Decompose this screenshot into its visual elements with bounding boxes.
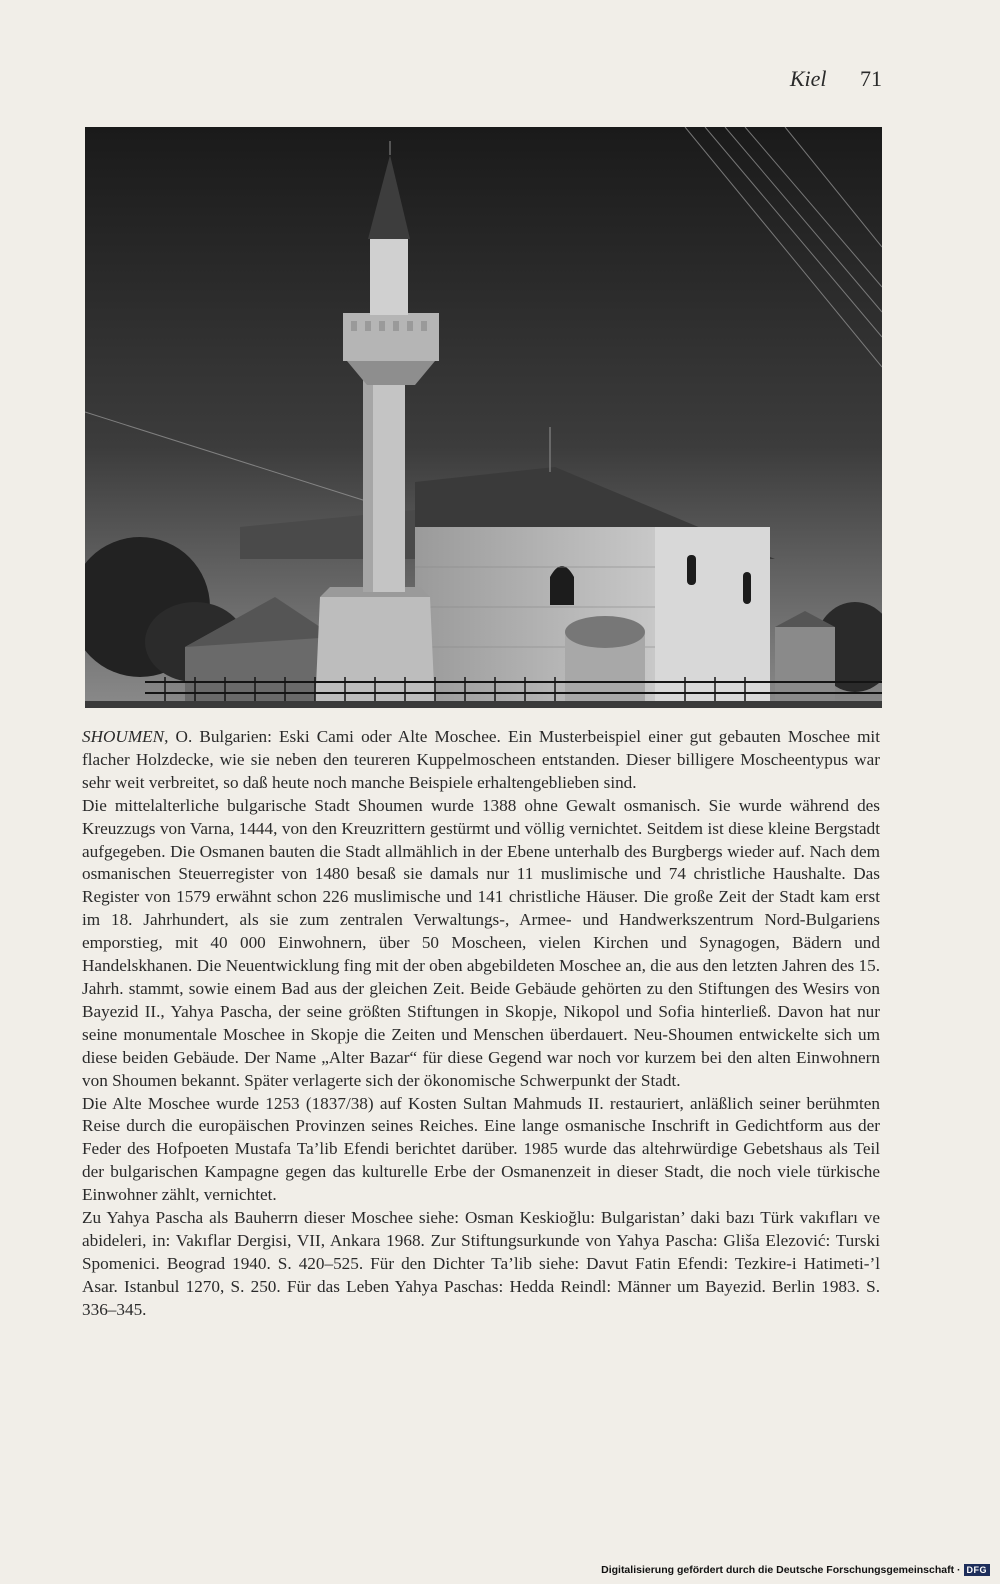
page-number: 71	[860, 66, 882, 91]
caption-paragraph: Die mittelalterliche bulgarische Stadt Shoumen wurde 1388 ohne Gewalt osmanisch. Sie wurde während des Kreuzzugs von Varna, 1444, von den Kreuzrittern gestürmt und völlig vernichtet. Seitdem ist diese kleine Bergstadt aufgegeben. Die Osmanen bauten die Stadt allmählich in der Ebene unterhalb des Burgbergs wieder auf. Nach dem osmanischen Steuerregister von 1480 besaß sie damals nur 11 muslimische und 74 christliche Haushalte. Das Register von 1579 erwähnt schon 226 muslimische und 141 christliche Häuser. Die große Zeit der Stadt kam erst im 18. Jahrhundert, als sie zum zentralen Verwaltungs-, Armee- und Handwerkszentrum Nord-Bulgariens emporstieg, mit 40 000 Einwohnern, über 50 Moscheen, vielen Kirchen und Synagogen, Bädern und Handelskhanen. Die Neuentwicklung fing mit der oben abgebildeten Moschee an, die aus den letzten Jahren des 15. Jahrh. stammt, sowie einem Bad aus der gleichen Zeit. Beide Gebäude gehörten zu den Stiftungen des Wesirs von Bayezid II., Yahya Pascha, der seine größten Stiftungen in Skopje, Nikopol und Sofia hinterließ. Davon hat nur seine monumentale Moschee in Skopje die Zeiten und Menschen überdauert. Neu-Shoumen entwickelte sich um diese beiden Gebäude. Der Name „Alter Bazar“ für diese Gegend war noch vor kurzem bei den alten Einwohnern von Shoumen bekannt. Später verlagerte sich der ökonomische Schwerpunkt der Stadt.	[82, 795, 880, 1090]
digitization-footer	[601, 1564, 990, 1576]
running-head	[790, 66, 882, 92]
dfg-logo: DFG	[964, 1564, 991, 1576]
caption-place: SHOUMEN	[82, 727, 165, 746]
caption-intro-text: , O. Bulgarien: Eski Cami oder Alte Moschee. Ein Musterbeispiel einer gut gebauten Moschee mit flacher Holzdecke, wie sie neben den teureren Kuppelmoscheen entstanden. Dieser billigere Moscheentypus war sehr weit verbreitet, so daß heute noch manche Beispiele erhaltengeblieben sind.	[82, 727, 880, 792]
mosque-photograph	[85, 127, 882, 708]
caption-text	[82, 726, 880, 1322]
running-head-author: Kiel	[789, 66, 827, 91]
caption-intro	[82, 726, 880, 795]
caption-paragraph: Die Alte Moschee wurde 1253 (1837/38) auf Kosten Sultan Mahmuds II. restauriert, anläßlich seiner berühmten Reise durch die europäischen Provinzen seines Reiches. Eine lange osmanische Inschrift in Gedichtform aus der Feder des Hofpoeten Mustafa Ta’lib Efendi berichtet darüber. 1985 wurde das altehrwürdige Gebetshaus als Teil der bulgarischen Kampagne gegen das kulturelle Erbe der Osmanenzeit in dieser Stadt, die noch viele türkische Einwohner zählt, vernichtet.	[82, 1093, 880, 1205]
footer-text: Digitalisierung gefördert durch die Deutsche Forschungsgemeinschaft ·	[601, 1564, 961, 1576]
caption-paragraph: Zu Yahya Pascha als Bauherrn dieser Moschee siehe: Osman Keskioğlu: Bulgaristan’ daki bazı Türk vakıfları ve abideleri, in: Vakıflar Dergisi, VII, Ankara 1968. Zur Stiftungsurkunde von Yahya Pascha: Gliša Elezović: Turski Spomenici. Beograd 1940. S. 420–525. Für den Dichter Ta’lib siehe: Davut Fatin Efendi: Tezkire-i Hatimeti-’l Asar. Istanbul 1270, S. 250. Für das Leben Yahya Paschas: Hedda Reindl: Männer um Bayezid. Berlin 1983. S. 336–345.	[82, 1208, 880, 1319]
